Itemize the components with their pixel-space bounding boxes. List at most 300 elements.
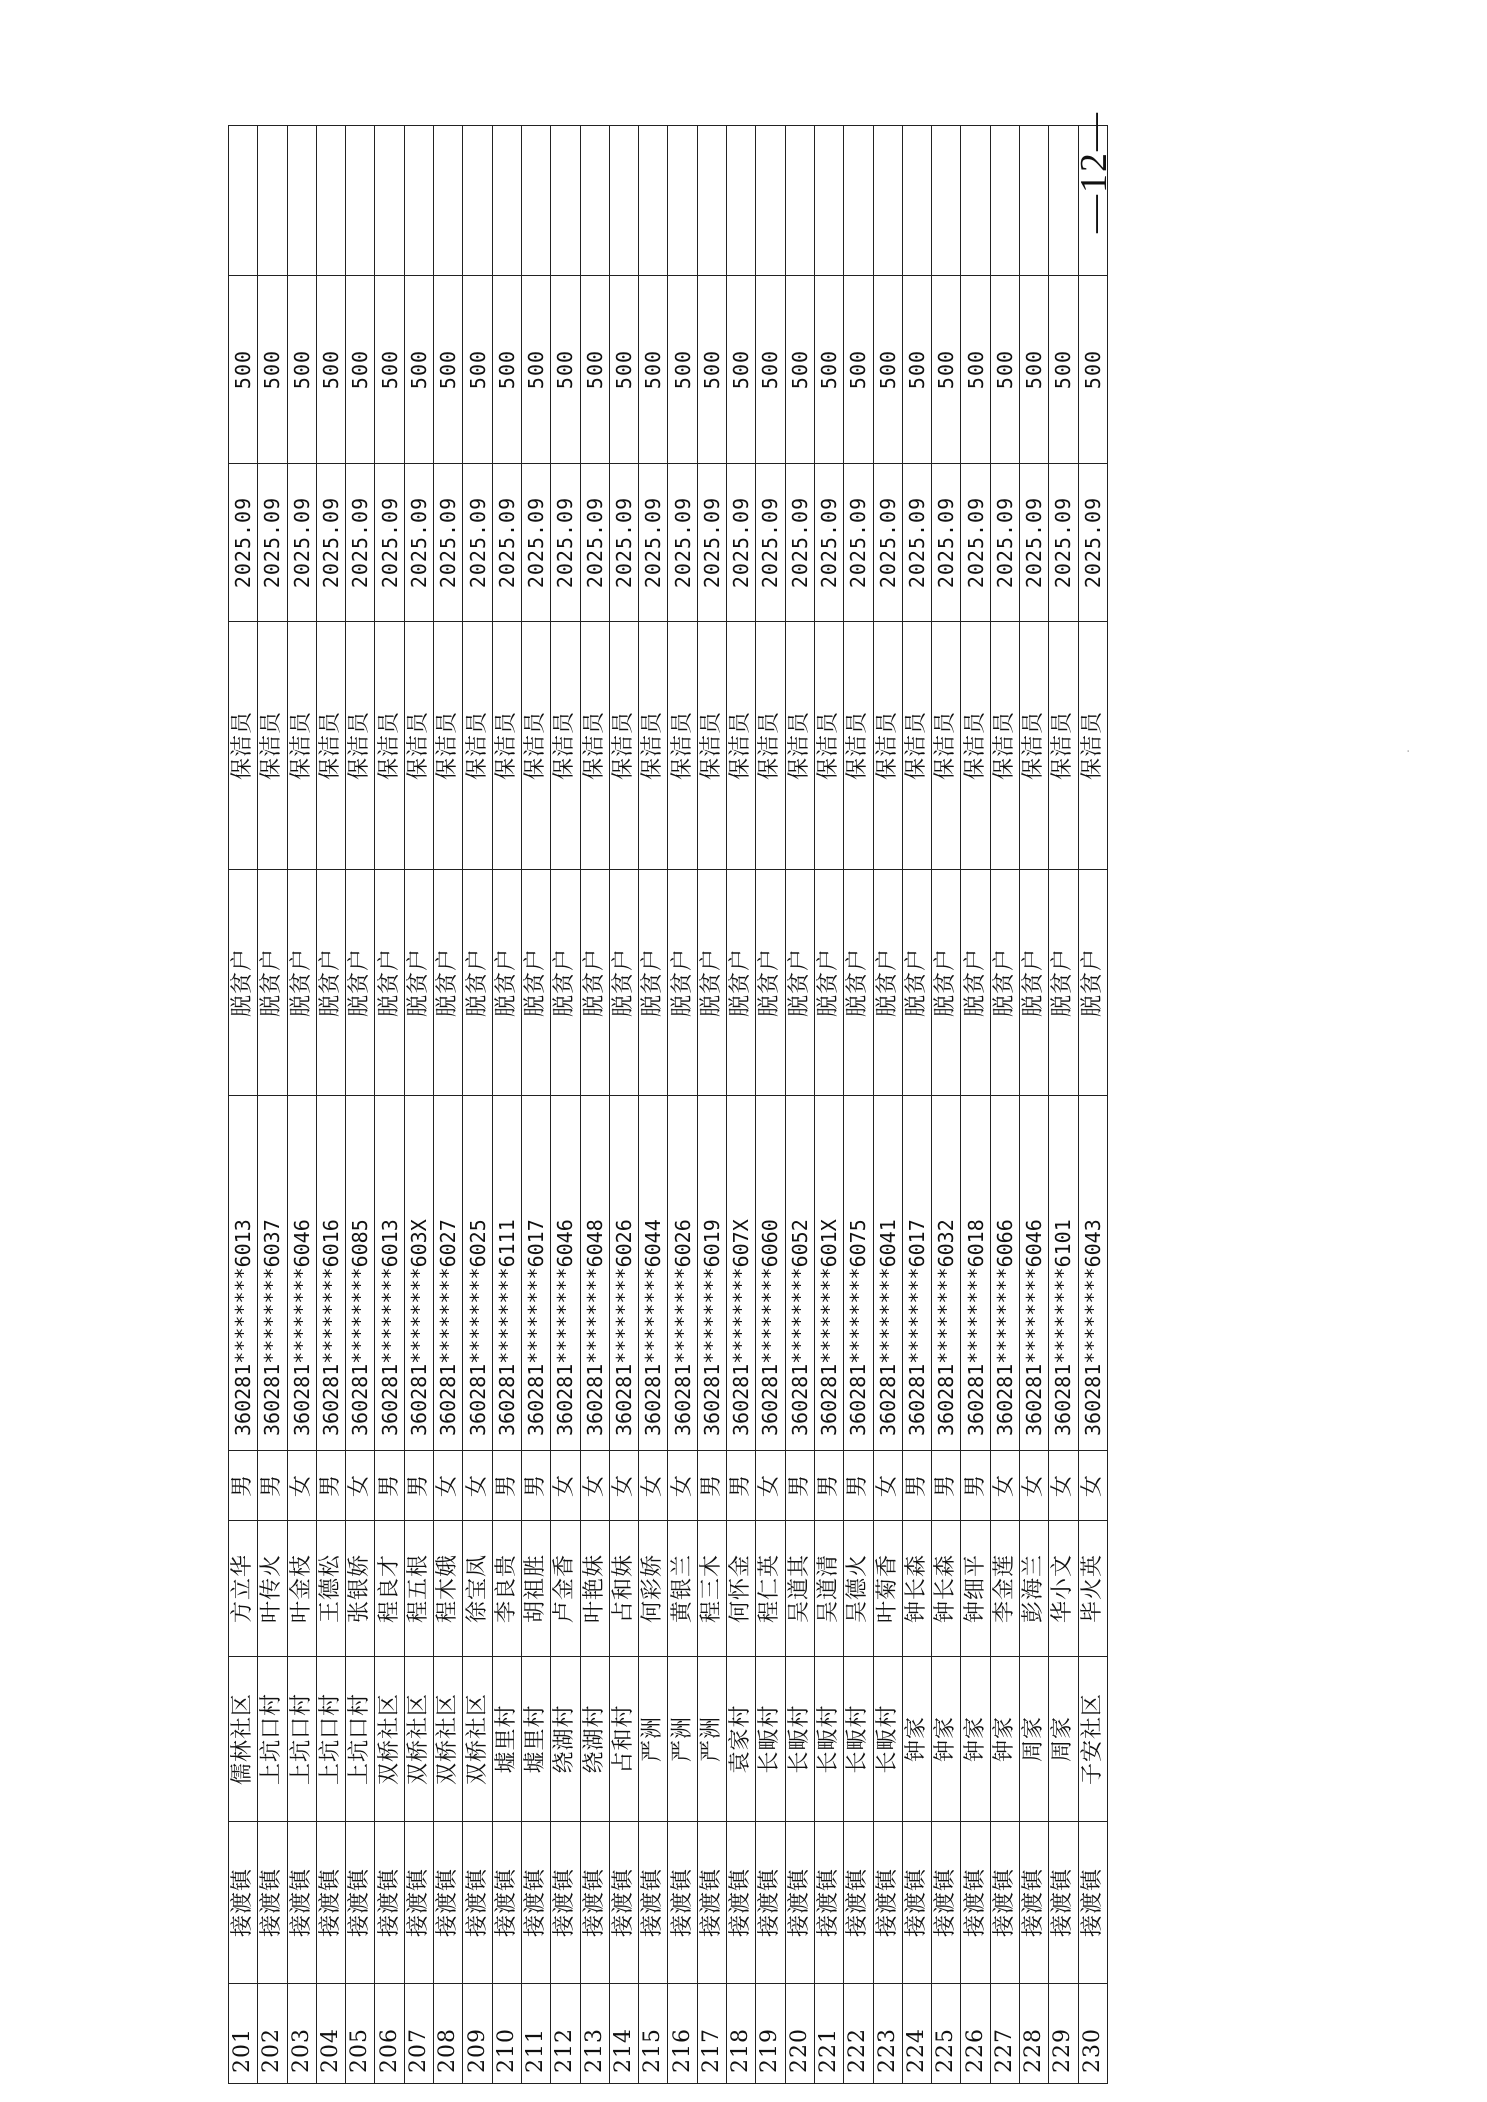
row-number: 204 — [316, 1984, 345, 2084]
job-cell: 保洁员 — [844, 622, 873, 870]
row-number: 210 — [492, 1984, 521, 2084]
name-cell: 吴德火 — [844, 1521, 873, 1657]
amount-cell: 500 — [463, 276, 492, 464]
note-cell — [814, 126, 843, 276]
job-cell: 保洁员 — [346, 622, 375, 870]
row-number: 224 — [902, 1984, 931, 2084]
table-row — [697, 126, 726, 2084]
row-number: 203 — [287, 1984, 316, 2084]
household-type-cell: 脱贫户 — [697, 870, 726, 1096]
household-type-cell: 脱贫户 — [434, 870, 463, 1096]
id-number-cell: 360281********6043 — [1078, 1096, 1107, 1451]
table-row — [375, 126, 404, 2084]
household-type-cell: 脱贫户 — [258, 870, 287, 1096]
table-row — [609, 126, 638, 2084]
household-type-cell: 脱贫户 — [375, 870, 404, 1096]
amount-cell: 500 — [316, 276, 345, 464]
amount-cell: 500 — [814, 276, 843, 464]
household-type-cell: 脱贫户 — [404, 870, 433, 1096]
village-cell: 绕湖村 — [551, 1657, 580, 1822]
date-cell: 2025.09 — [668, 464, 697, 622]
name-cell: 吴道清 — [814, 1521, 843, 1657]
village-cell: 上坑口村 — [258, 1657, 287, 1822]
town-cell: 接渡镇 — [902, 1822, 931, 1984]
row-number: 217 — [697, 1984, 726, 2084]
table-row — [1078, 126, 1107, 2084]
note-cell — [932, 126, 961, 276]
note-cell — [990, 126, 1019, 276]
table-row — [551, 126, 580, 2084]
note-cell — [551, 126, 580, 276]
id-number-cell: 360281********6046 — [287, 1096, 316, 1451]
row-number: 211 — [521, 1984, 550, 2084]
date-cell: 2025.09 — [609, 464, 638, 622]
amount-cell: 500 — [1078, 276, 1107, 464]
town-cell: 接渡镇 — [1049, 1822, 1078, 1984]
name-cell: 张银娇 — [346, 1521, 375, 1657]
amount-cell: 500 — [639, 276, 668, 464]
job-cell: 保洁员 — [375, 622, 404, 870]
town-cell: 接渡镇 — [756, 1822, 785, 1984]
household-type-cell: 脱贫户 — [990, 870, 1019, 1096]
gender-cell: 女 — [1020, 1451, 1049, 1521]
name-cell: 毕火英 — [1078, 1521, 1107, 1657]
name-cell: 李良贵 — [492, 1521, 521, 1657]
job-cell: 保洁员 — [229, 622, 258, 870]
id-number-cell: 360281********6101 — [1049, 1096, 1078, 1451]
village-cell: 长畈村 — [785, 1657, 814, 1822]
gender-cell: 男 — [697, 1451, 726, 1521]
gender-cell: 女 — [346, 1451, 375, 1521]
date-cell: 2025.09 — [756, 464, 785, 622]
town-cell: 接渡镇 — [932, 1822, 961, 1984]
amount-cell: 500 — [287, 276, 316, 464]
row-number: 226 — [961, 1984, 990, 2084]
village-cell: 严洲 — [697, 1657, 726, 1822]
gender-cell: 女 — [609, 1451, 638, 1521]
job-cell: 保洁员 — [404, 622, 433, 870]
household-type-cell: 脱贫户 — [814, 870, 843, 1096]
name-cell: 胡祖胜 — [521, 1521, 550, 1657]
town-cell: 接渡镇 — [492, 1822, 521, 1984]
gender-cell: 女 — [668, 1451, 697, 1521]
amount-cell: 500 — [346, 276, 375, 464]
village-cell: 袁家村 — [727, 1657, 756, 1822]
date-cell: 2025.09 — [873, 464, 902, 622]
job-cell: 保洁员 — [609, 622, 638, 870]
job-cell: 保洁员 — [463, 622, 492, 870]
date-cell: 2025.09 — [258, 464, 287, 622]
town-cell: 接渡镇 — [668, 1822, 697, 1984]
date-cell: 2025.09 — [492, 464, 521, 622]
household-type-cell: 脱贫户 — [873, 870, 902, 1096]
date-cell: 2025.09 — [785, 464, 814, 622]
table-row — [844, 126, 873, 2084]
table-row — [902, 126, 931, 2084]
gender-cell: 女 — [756, 1451, 785, 1521]
village-cell: 周家 — [1020, 1657, 1049, 1822]
note-cell — [316, 126, 345, 276]
gender-cell: 女 — [639, 1451, 668, 1521]
town-cell: 接渡镇 — [609, 1822, 638, 1984]
household-type-cell: 脱贫户 — [961, 870, 990, 1096]
date-cell: 2025.09 — [521, 464, 550, 622]
town-cell: 接渡镇 — [463, 1822, 492, 1984]
id-number-cell: 360281********6037 — [258, 1096, 287, 1451]
date-cell: 2025.09 — [639, 464, 668, 622]
town-cell: 接渡镇 — [404, 1822, 433, 1984]
row-number: 214 — [609, 1984, 638, 2084]
village-cell: 长畈村 — [814, 1657, 843, 1822]
note-cell — [1020, 126, 1049, 276]
village-cell: 严洲 — [639, 1657, 668, 1822]
town-cell: 接渡镇 — [258, 1822, 287, 1984]
amount-cell: 500 — [404, 276, 433, 464]
village-cell: 钟家 — [932, 1657, 961, 1822]
job-cell: 保洁员 — [873, 622, 902, 870]
amount-cell: 500 — [229, 276, 258, 464]
note-cell — [258, 126, 287, 276]
town-cell: 接渡镇 — [697, 1822, 726, 1984]
job-cell: 保洁员 — [961, 622, 990, 870]
village-cell: 绕湖村 — [580, 1657, 609, 1822]
job-cell: 保洁员 — [521, 622, 550, 870]
town-cell: 接渡镇 — [1020, 1822, 1049, 1984]
household-type-cell: 脱贫户 — [580, 870, 609, 1096]
name-cell: 卢金香 — [551, 1521, 580, 1657]
town-cell: 接渡镇 — [785, 1822, 814, 1984]
row-number: 206 — [375, 1984, 404, 2084]
job-cell: 保洁员 — [316, 622, 345, 870]
table-row — [639, 126, 668, 2084]
note-cell — [756, 126, 785, 276]
town-cell: 接渡镇 — [551, 1822, 580, 1984]
id-number-cell: 360281********6026 — [668, 1096, 697, 1451]
date-cell: 2025.09 — [434, 464, 463, 622]
id-number-cell: 360281********6046 — [1020, 1096, 1049, 1451]
job-cell: 保洁员 — [1049, 622, 1078, 870]
id-number-cell: 360281********6085 — [346, 1096, 375, 1451]
gender-cell: 女 — [990, 1451, 1019, 1521]
job-cell: 保洁员 — [434, 622, 463, 870]
id-number-cell: 360281********6111 — [492, 1096, 521, 1451]
household-type-cell: 脱贫户 — [639, 870, 668, 1096]
household-type-cell: 脱贫户 — [756, 870, 785, 1096]
amount-cell: 500 — [258, 276, 287, 464]
name-cell: 程仁英 — [756, 1521, 785, 1657]
gender-cell: 男 — [932, 1451, 961, 1521]
date-cell: 2025.09 — [990, 464, 1019, 622]
job-cell: 保洁员 — [287, 622, 316, 870]
job-cell: 保洁员 — [1020, 622, 1049, 870]
gender-cell: 男 — [902, 1451, 931, 1521]
gender-cell: 男 — [785, 1451, 814, 1521]
town-cell: 接渡镇 — [990, 1822, 1019, 1984]
name-cell: 何彩娇 — [639, 1521, 668, 1657]
town-cell: 接渡镇 — [521, 1822, 550, 1984]
row-number: 227 — [990, 1984, 1019, 2084]
gender-cell: 男 — [844, 1451, 873, 1521]
name-cell: 黄银兰 — [668, 1521, 697, 1657]
gender-cell: 男 — [375, 1451, 404, 1521]
table-row — [756, 126, 785, 2084]
job-cell: 保洁员 — [668, 622, 697, 870]
name-cell: 彭海兰 — [1020, 1521, 1049, 1657]
note-cell — [873, 126, 902, 276]
job-cell: 保洁员 — [258, 622, 287, 870]
village-cell: 长畈村 — [756, 1657, 785, 1822]
table-row — [961, 126, 990, 2084]
date-cell: 2025.09 — [580, 464, 609, 622]
table-row — [229, 126, 258, 2084]
id-number-cell: 360281********6048 — [580, 1096, 609, 1451]
household-type-cell: 脱贫户 — [609, 870, 638, 1096]
row-number: 221 — [814, 1984, 843, 2084]
town-cell: 接渡镇 — [375, 1822, 404, 1984]
id-number-cell: 360281********6025 — [463, 1096, 492, 1451]
table-row — [463, 126, 492, 2084]
date-cell: 2025.09 — [404, 464, 433, 622]
table-row — [492, 126, 521, 2084]
job-cell: 保洁员 — [990, 622, 1019, 870]
date-cell: 2025.09 — [375, 464, 404, 622]
date-cell: 2025.09 — [551, 464, 580, 622]
village-cell: 周家 — [1049, 1657, 1078, 1822]
id-number-cell: 360281********6019 — [697, 1096, 726, 1451]
gender-cell: 男 — [727, 1451, 756, 1521]
id-number-cell: 360281********6027 — [434, 1096, 463, 1451]
household-type-cell: 脱贫户 — [668, 870, 697, 1096]
name-cell: 占和妹 — [609, 1521, 638, 1657]
household-type-cell: 脱贫户 — [316, 870, 345, 1096]
note-cell — [609, 126, 638, 276]
note-cell — [521, 126, 550, 276]
village-cell: 上坑口村 — [316, 1657, 345, 1822]
gender-cell: 男 — [521, 1451, 550, 1521]
name-cell: 王德松 — [316, 1521, 345, 1657]
row-number: 225 — [932, 1984, 961, 2084]
household-type-cell: 脱贫户 — [902, 870, 931, 1096]
village-cell: 墟里村 — [492, 1657, 521, 1822]
household-type-cell: 脱贫户 — [492, 870, 521, 1096]
note-cell — [844, 126, 873, 276]
village-cell: 占和村 — [609, 1657, 638, 1822]
note-cell — [463, 126, 492, 276]
household-type-cell: 脱贫户 — [229, 870, 258, 1096]
amount-cell: 500 — [785, 276, 814, 464]
date-cell: 2025.09 — [1049, 464, 1078, 622]
gender-cell: 女 — [287, 1451, 316, 1521]
table-row — [990, 126, 1019, 2084]
id-number-cell: 360281********607X — [727, 1096, 756, 1451]
row-number: 219 — [756, 1984, 785, 2084]
job-cell: 保洁员 — [756, 622, 785, 870]
row-number: 230 — [1078, 1984, 1107, 2084]
amount-cell: 500 — [375, 276, 404, 464]
note-cell — [404, 126, 433, 276]
date-cell: 2025.09 — [229, 464, 258, 622]
town-cell: 接渡镇 — [727, 1822, 756, 1984]
village-cell: 严洲 — [668, 1657, 697, 1822]
amount-cell: 500 — [932, 276, 961, 464]
gender-cell: 女 — [434, 1451, 463, 1521]
id-number-cell: 360281********6016 — [316, 1096, 345, 1451]
table-row — [346, 126, 375, 2084]
table-row — [1020, 126, 1049, 2084]
table-row — [932, 126, 961, 2084]
gender-cell: 男 — [961, 1451, 990, 1521]
date-cell: 2025.09 — [814, 464, 843, 622]
row-number: 201 — [229, 1984, 258, 2084]
town-cell: 接渡镇 — [580, 1822, 609, 1984]
gender-cell: 男 — [814, 1451, 843, 1521]
date-cell: 2025.09 — [346, 464, 375, 622]
date-cell: 2025.09 — [932, 464, 961, 622]
town-cell: 接渡镇 — [229, 1822, 258, 1984]
amount-cell: 500 — [668, 276, 697, 464]
id-number-cell: 360281********6075 — [844, 1096, 873, 1451]
job-cell: 保洁员 — [785, 622, 814, 870]
village-cell: 子安社区 — [1078, 1657, 1107, 1822]
household-type-cell: 脱贫户 — [727, 870, 756, 1096]
id-number-cell: 360281********6052 — [785, 1096, 814, 1451]
table-row — [316, 126, 345, 2084]
date-cell: 2025.09 — [1078, 464, 1107, 622]
amount-cell: 500 — [727, 276, 756, 464]
date-cell: 2025.09 — [1020, 464, 1049, 622]
gender-cell: 女 — [873, 1451, 902, 1521]
date-cell: 2025.09 — [463, 464, 492, 622]
village-cell: 长畈村 — [873, 1657, 902, 1822]
row-number: 202 — [258, 1984, 287, 2084]
id-number-cell: 360281********6026 — [609, 1096, 638, 1451]
household-type-cell: 脱贫户 — [551, 870, 580, 1096]
scan-speck: · — [1406, 744, 1411, 760]
amount-cell: 500 — [756, 276, 785, 464]
household-type-cell: 脱贫户 — [785, 870, 814, 1096]
job-cell: 保洁员 — [1078, 622, 1107, 870]
job-cell: 保洁员 — [697, 622, 726, 870]
note-cell — [229, 126, 258, 276]
town-cell: 接渡镇 — [814, 1822, 843, 1984]
table-row — [873, 126, 902, 2084]
table-row — [434, 126, 463, 2084]
amount-cell: 500 — [1049, 276, 1078, 464]
amount-cell: 500 — [609, 276, 638, 464]
amount-cell: 500 — [990, 276, 1019, 464]
row-number: 207 — [404, 1984, 433, 2084]
date-cell: 2025.09 — [961, 464, 990, 622]
name-cell: 程五根 — [404, 1521, 433, 1657]
row-number: 223 — [873, 1984, 902, 2084]
row-number: 215 — [639, 1984, 668, 2084]
note-cell — [434, 126, 463, 276]
row-number: 213 — [580, 1984, 609, 2084]
village-cell: 钟家 — [902, 1657, 931, 1822]
name-cell: 程良才 — [375, 1521, 404, 1657]
town-cell: 接渡镇 — [873, 1822, 902, 1984]
table-row — [258, 126, 287, 2084]
date-cell: 2025.09 — [287, 464, 316, 622]
note-cell — [697, 126, 726, 276]
name-cell: 李金莲 — [990, 1521, 1019, 1657]
name-cell: 钟细平 — [961, 1521, 990, 1657]
gender-cell: 女 — [1049, 1451, 1078, 1521]
row-number: 229 — [1049, 1984, 1078, 2084]
job-cell: 保洁员 — [814, 622, 843, 870]
row-number: 218 — [727, 1984, 756, 2084]
job-cell: 保洁员 — [932, 622, 961, 870]
name-cell: 吴道其 — [785, 1521, 814, 1657]
name-cell: 钟长森 — [902, 1521, 931, 1657]
village-cell: 长畈村 — [844, 1657, 873, 1822]
note-cell — [961, 126, 990, 276]
household-type-cell: 脱贫户 — [1049, 870, 1078, 1096]
gender-cell: 女 — [580, 1451, 609, 1521]
worker-table — [228, 125, 1108, 2084]
id-number-cell: 360281********603X — [404, 1096, 433, 1451]
gender-cell: 男 — [492, 1451, 521, 1521]
village-cell: 双桥社区 — [463, 1657, 492, 1822]
town-cell: 接渡镇 — [844, 1822, 873, 1984]
amount-cell: 500 — [844, 276, 873, 464]
table-row — [1049, 126, 1078, 2084]
job-cell: 保洁员 — [492, 622, 521, 870]
note-cell — [287, 126, 316, 276]
amount-cell: 500 — [1020, 276, 1049, 464]
name-cell: 叶菊香 — [873, 1521, 902, 1657]
household-type-cell: 脱贫户 — [346, 870, 375, 1096]
id-number-cell: 360281********6017 — [521, 1096, 550, 1451]
household-type-cell: 脱贫户 — [287, 870, 316, 1096]
village-cell: 上坑口村 — [346, 1657, 375, 1822]
name-cell: 何怀金 — [727, 1521, 756, 1657]
table-row — [580, 126, 609, 2084]
name-cell: 钟长森 — [932, 1521, 961, 1657]
amount-cell: 500 — [902, 276, 931, 464]
note-cell — [785, 126, 814, 276]
note-cell — [727, 126, 756, 276]
village-cell: 上坑口村 — [287, 1657, 316, 1822]
date-cell: 2025.09 — [697, 464, 726, 622]
name-cell: 华小文 — [1049, 1521, 1078, 1657]
village-cell: 双桥社区 — [434, 1657, 463, 1822]
amount-cell: 500 — [873, 276, 902, 464]
id-number-cell: 360281********6066 — [990, 1096, 1019, 1451]
town-cell: 接渡镇 — [1078, 1822, 1107, 1984]
town-cell: 接渡镇 — [434, 1822, 463, 1984]
amount-cell: 500 — [697, 276, 726, 464]
table-row — [521, 126, 550, 2084]
date-cell: 2025.09 — [844, 464, 873, 622]
job-cell: 保洁员 — [727, 622, 756, 870]
row-number: 212 — [551, 1984, 580, 2084]
amount-cell: 500 — [434, 276, 463, 464]
name-cell: 方立华 — [229, 1521, 258, 1657]
table-body — [229, 126, 1108, 2084]
gender-cell: 男 — [229, 1451, 258, 1521]
village-cell: 墟里村 — [521, 1657, 550, 1822]
amount-cell: 500 — [961, 276, 990, 464]
village-cell: 钟家 — [961, 1657, 990, 1822]
row-number: 209 — [463, 1984, 492, 2084]
household-type-cell: 脱贫户 — [521, 870, 550, 1096]
date-cell: 2025.09 — [727, 464, 756, 622]
row-number: 220 — [785, 1984, 814, 2084]
id-number-cell: 360281********6013 — [375, 1096, 404, 1451]
row-number: 222 — [844, 1984, 873, 2084]
gender-cell: 男 — [404, 1451, 433, 1521]
